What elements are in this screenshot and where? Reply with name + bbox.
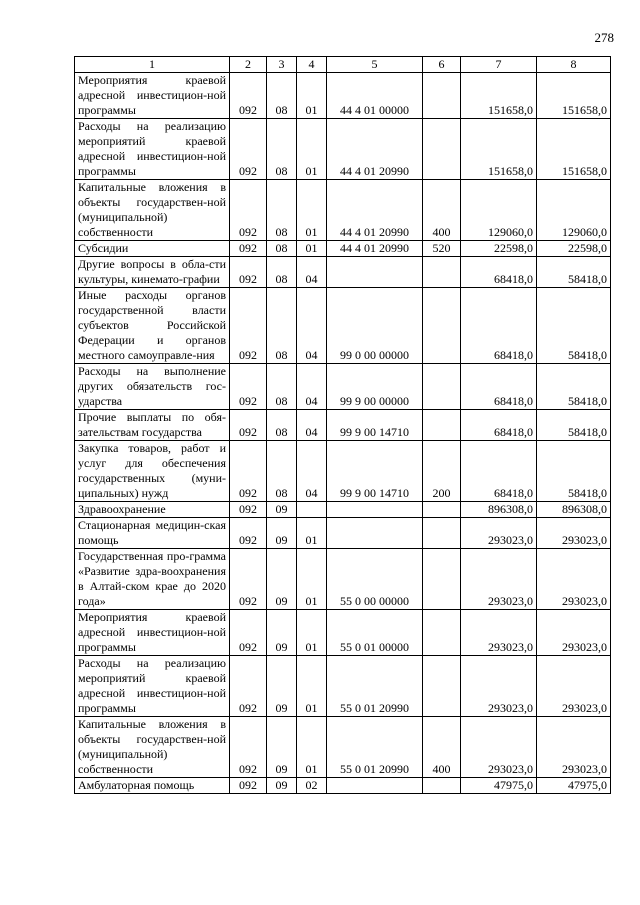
expense-type-cell: [423, 502, 461, 518]
amount-cell: 22598,0: [461, 241, 537, 257]
section-code-cell: 08: [267, 441, 297, 502]
table-row: [75, 257, 611, 288]
section-code-cell: 08: [267, 119, 297, 180]
ministry-code-cell: 092: [230, 717, 267, 778]
expense-type-cell: [423, 288, 461, 364]
subsection-code-cell: 04: [297, 257, 327, 288]
expense-type-cell: [423, 610, 461, 656]
row-name-cell: Мероприятия краевой адресной инвестицион-ной программы: [75, 610, 230, 656]
table-row: [75, 180, 611, 241]
table-row: [75, 241, 611, 257]
amount-cell: 58418,0: [537, 364, 611, 410]
ministry-code-cell: 092: [230, 610, 267, 656]
table-row: [75, 288, 611, 364]
row-name-cell: Иные расходы органов государственной власти субъектов Российской Федерации и органов местного самоуправле-ния: [75, 288, 230, 364]
table-row: [75, 119, 611, 180]
table-row: [75, 441, 611, 502]
amount-cell: 293023,0: [461, 656, 537, 717]
row-name-cell: Расходы на реализацию мероприятий краевой адресной инвестицион-ной программы: [75, 119, 230, 180]
expense-type-cell: 400: [423, 180, 461, 241]
ministry-code-cell: 092: [230, 73, 267, 119]
table-row: [75, 502, 611, 518]
section-code-cell: 08: [267, 257, 297, 288]
ministry-code-cell: 092: [230, 502, 267, 518]
row-name-cell: Закупка товаров, работ и услуг для обеспечения государственных (муни-ципальных) нужд: [75, 441, 230, 502]
column-header: 3: [267, 57, 297, 73]
row-name-cell: Расходы на выполнение других обязательств гос-ударства: [75, 364, 230, 410]
row-name-cell: Мероприятия краевой адресной инвестицион-ной программы: [75, 73, 230, 119]
amount-cell: 151658,0: [537, 73, 611, 119]
table-row: [75, 717, 611, 778]
amount-cell: 896308,0: [537, 502, 611, 518]
amount-cell: 151658,0: [537, 119, 611, 180]
subsection-code-cell: [297, 502, 327, 518]
table-row: [75, 778, 611, 794]
table-row: [75, 73, 611, 119]
column-header: 1: [75, 57, 230, 73]
column-header: 5: [327, 57, 423, 73]
column-header: 7: [461, 57, 537, 73]
expense-type-cell: [423, 410, 461, 441]
amount-cell: 293023,0: [537, 717, 611, 778]
subsection-code-cell: 01: [297, 610, 327, 656]
amount-cell: 293023,0: [537, 610, 611, 656]
table-row: [75, 549, 611, 610]
subsection-code-cell: 01: [297, 656, 327, 717]
row-name-cell: Расходы на реализацию мероприятий краевой адресной инвестицион-ной программы: [75, 656, 230, 717]
expense-type-cell: [423, 778, 461, 794]
subsection-code-cell: 01: [297, 549, 327, 610]
row-name-cell: Другие вопросы в обла-сти культуры, кинемато-графии: [75, 257, 230, 288]
column-header: 8: [537, 57, 611, 73]
subsection-code-cell: 04: [297, 288, 327, 364]
ministry-code-cell: 092: [230, 257, 267, 288]
row-name-cell: Субсидии: [75, 241, 230, 257]
subsection-code-cell: 01: [297, 180, 327, 241]
ministry-code-cell: 092: [230, 778, 267, 794]
target-article-cell: [327, 778, 423, 794]
section-code-cell: 09: [267, 656, 297, 717]
target-article-cell: 55 0 01 20990: [327, 656, 423, 717]
section-code-cell: 09: [267, 717, 297, 778]
row-name-cell: Капитальные вложения в объекты государствен-ной (муниципальной) собственности: [75, 180, 230, 241]
table-row: [75, 656, 611, 717]
target-article-cell: 44 4 01 20990: [327, 180, 423, 241]
section-code-cell: 09: [267, 518, 297, 549]
section-code-cell: 08: [267, 410, 297, 441]
amount-cell: 129060,0: [537, 180, 611, 241]
subsection-code-cell: 01: [297, 241, 327, 257]
expense-type-cell: 200: [423, 441, 461, 502]
amount-cell: 68418,0: [461, 288, 537, 364]
section-code-cell: 08: [267, 241, 297, 257]
amount-cell: 151658,0: [461, 119, 537, 180]
amount-cell: 896308,0: [461, 502, 537, 518]
target-article-cell: 44 4 01 20990: [327, 241, 423, 257]
amount-cell: 293023,0: [537, 518, 611, 549]
subsection-code-cell: 01: [297, 73, 327, 119]
ministry-code-cell: 092: [230, 288, 267, 364]
subsection-code-cell: 04: [297, 410, 327, 441]
expense-type-cell: [423, 656, 461, 717]
amount-cell: 47975,0: [537, 778, 611, 794]
amount-cell: 47975,0: [461, 778, 537, 794]
expense-type-cell: 400: [423, 717, 461, 778]
target-article-cell: [327, 518, 423, 549]
row-name-cell: Стационарная медицин-ская помощь: [75, 518, 230, 549]
expense-type-cell: [423, 257, 461, 288]
amount-cell: 58418,0: [537, 441, 611, 502]
ministry-code-cell: 092: [230, 180, 267, 241]
section-code-cell: 08: [267, 288, 297, 364]
ministry-code-cell: 092: [230, 410, 267, 441]
subsection-code-cell: 01: [297, 518, 327, 549]
subsection-code-cell: 04: [297, 441, 327, 502]
table-header-row: [75, 57, 611, 73]
section-code-cell: 09: [267, 610, 297, 656]
section-code-cell: 08: [267, 364, 297, 410]
target-article-cell: 44 4 01 00000: [327, 73, 423, 119]
subsection-code-cell: 01: [297, 119, 327, 180]
column-header: 4: [297, 57, 327, 73]
expense-type-cell: 520: [423, 241, 461, 257]
subsection-code-cell: 01: [297, 717, 327, 778]
budget-table: [74, 56, 611, 794]
row-name-cell: Здравоохранение: [75, 502, 230, 518]
expense-type-cell: [423, 119, 461, 180]
row-name-cell: Амбулаторная помощь: [75, 778, 230, 794]
amount-cell: 68418,0: [461, 441, 537, 502]
ministry-code-cell: 092: [230, 518, 267, 549]
ministry-code-cell: 092: [230, 656, 267, 717]
target-article-cell: 99 0 00 00000: [327, 288, 423, 364]
amount-cell: 151658,0: [461, 73, 537, 119]
target-article-cell: 44 4 01 20990: [327, 119, 423, 180]
target-article-cell: [327, 257, 423, 288]
expense-type-cell: [423, 73, 461, 119]
target-article-cell: 55 0 01 20990: [327, 717, 423, 778]
section-code-cell: 09: [267, 778, 297, 794]
table-row: [75, 364, 611, 410]
amount-cell: 293023,0: [461, 717, 537, 778]
amount-cell: 58418,0: [537, 257, 611, 288]
amount-cell: 293023,0: [461, 549, 537, 610]
table-row: [75, 610, 611, 656]
target-article-cell: 55 0 00 00000: [327, 549, 423, 610]
target-article-cell: 99 9 00 14710: [327, 441, 423, 502]
amount-cell: 68418,0: [461, 257, 537, 288]
amount-cell: 58418,0: [537, 288, 611, 364]
section-code-cell: 08: [267, 180, 297, 241]
amount-cell: 58418,0: [537, 410, 611, 441]
table-row: [75, 410, 611, 441]
amount-cell: 22598,0: [537, 241, 611, 257]
section-code-cell: 09: [267, 549, 297, 610]
section-code-cell: 09: [267, 502, 297, 518]
amount-cell: 129060,0: [461, 180, 537, 241]
table-row: [75, 518, 611, 549]
target-article-cell: 55 0 01 00000: [327, 610, 423, 656]
page-number: 278: [594, 30, 614, 45]
ministry-code-cell: 092: [230, 241, 267, 257]
expense-type-cell: [423, 518, 461, 549]
target-article-cell: 99 9 00 00000: [327, 364, 423, 410]
amount-cell: 293023,0: [461, 610, 537, 656]
ministry-code-cell: 092: [230, 441, 267, 502]
target-article-cell: 99 9 00 14710: [327, 410, 423, 441]
subsection-code-cell: 02: [297, 778, 327, 794]
target-article-cell: [327, 502, 423, 518]
subsection-code-cell: 04: [297, 364, 327, 410]
ministry-code-cell: 092: [230, 364, 267, 410]
expense-type-cell: [423, 364, 461, 410]
amount-cell: 293023,0: [537, 656, 611, 717]
amount-cell: 68418,0: [461, 364, 537, 410]
section-code-cell: 08: [267, 73, 297, 119]
row-name-cell: Государственная про-грамма «Развитие здра-воохранения в Алтай-ском крае до 2020 года»: [75, 549, 230, 610]
amount-cell: 293023,0: [461, 518, 537, 549]
row-name-cell: Прочие выплаты по обя-зательствам государства: [75, 410, 230, 441]
expense-type-cell: [423, 549, 461, 610]
ministry-code-cell: 092: [230, 119, 267, 180]
column-header: 2: [230, 57, 267, 73]
column-header: 6: [423, 57, 461, 73]
amount-cell: 293023,0: [537, 549, 611, 610]
ministry-code-cell: 092: [230, 549, 267, 610]
row-name-cell: Капитальные вложения в объекты государствен-ной (муниципальной) собственности: [75, 717, 230, 778]
amount-cell: 68418,0: [461, 410, 537, 441]
